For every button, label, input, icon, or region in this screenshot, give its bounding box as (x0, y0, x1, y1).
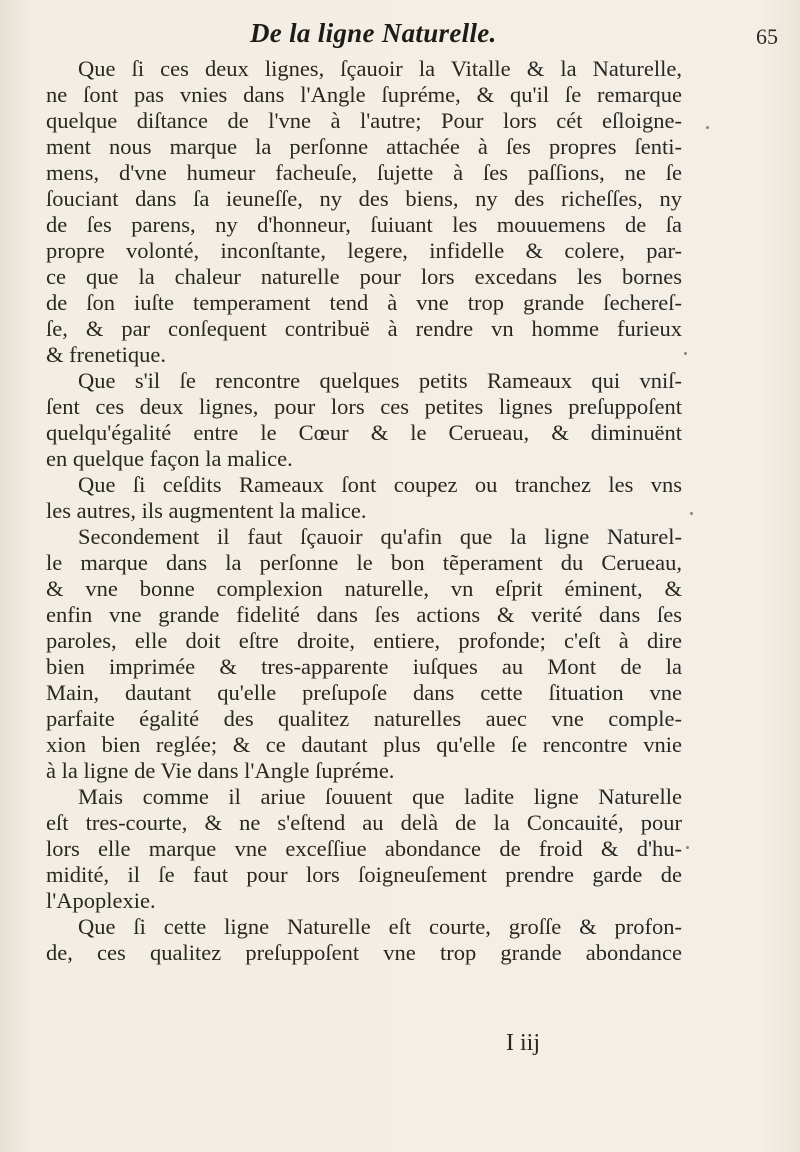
text-line: enfin vne grande fidelité dans ſes actions & verité dans ſes (46, 602, 682, 627)
body-text (46, 56, 682, 966)
text-line: Que s'il ſe rencontre quelques petits Rameaux qui vniſ- (78, 368, 682, 393)
page-number: 65 (756, 24, 778, 49)
text-line: ce que la chaleur naturelle pour lors excedans les bornes (46, 264, 682, 289)
text-line: à la ligne de Vie dans l'Angle ſupréme. (46, 758, 395, 783)
signature-mark: I iij (506, 1030, 540, 1056)
text-line: de, ces qualitez preſuppoſent vne trop grande abondance (46, 940, 682, 965)
text-line: ſent ces deux lignes, pour lors ces petites lignes preſuppoſent (46, 394, 682, 419)
text-line: & frenetique. (46, 342, 166, 367)
text-line: parfaite égalité des qualitez naturelles auec vne comple- (46, 706, 682, 731)
text-line: de ſon iuſte temperament tend à vne trop grande ſechereſ- (46, 290, 682, 315)
margin-speck (684, 352, 687, 355)
text-line: les autres, ils augmentent la malice. (46, 498, 367, 523)
text-line: Que ſi cette ligne Naturelle eſt courte, groſſe & profon- (78, 914, 682, 939)
text-line: ment nous marque la perſonne attachée à ſes propres ſenti- (46, 134, 682, 159)
text-line: bien imprimée & tres-apparente iuſques au Mont de la (46, 654, 682, 679)
text-line: quelqu'égalité entre le Cœur & le Cerueau, & diminuënt (46, 420, 682, 445)
text-line: Main, dautant qu'elle preſupoſe dans cette ſituation vne (46, 680, 682, 705)
text-line: Mais comme il ariue ſouuent que ladite ligne Naturelle (78, 784, 682, 809)
text-line: le marque dans la perſonne le bon tẽperament du Cerueau, (46, 550, 682, 575)
text-line: lors elle marque vne exceſſiue abondance de froid & d'hu- (46, 836, 682, 861)
text-line: ne ſont pas vnies dans l'Angle ſupréme, & qu'il ſe remarque (46, 82, 682, 107)
text-line: l'Apoplexie. (46, 888, 156, 913)
text-line: ſe, & par conſequent contribuë à rendre vn homme furieux (46, 316, 682, 341)
margin-speck (686, 846, 689, 849)
text-line: quelque diſtance de l'vne à l'autre; Pour lors cét eſloigne- (46, 108, 682, 133)
running-title: De la ligne Naturelle. (250, 18, 497, 48)
text-line: & vne bonne complexion naturelle, vn eſprit éminent, & (46, 576, 682, 601)
text-line: xion bien reglée; & ce dautant plus qu'elle ſe rencontre vnie (46, 732, 682, 757)
text-line: paroles, elle doit eſtre droite, entiere, profonde; c'eſt à dire (46, 628, 682, 653)
text-line: Secondement il faut ſçauoir qu'afin que la ligne Naturel- (78, 524, 682, 549)
text-line: de ſes parens, ny d'honneur, ſuiuant les mouuemens de ſa (46, 212, 682, 237)
text-line: propre volonté, inconſtante, legere, infidelle & colere, par- (46, 238, 682, 263)
text-line: mens, d'vne humeur facheuſe, ſujette à ſes paſſions, ne ſe (46, 160, 682, 185)
margin-speck (690, 512, 693, 515)
text-line: midité, il ſe faut pour lors ſoigneuſement prendre garde de (46, 862, 682, 887)
text-line: ſouciant dans ſa ieuneſſe, ny des biens, ny des richeſſes, ny (46, 186, 682, 211)
text-line: eſt tres-courte, & ne s'eſtend au delà de la Concauité, pour (46, 810, 682, 835)
text-line: Que ſi ceſdits Rameaux ſont coupez ou tranchez les vns (78, 472, 682, 497)
text-line: en quelque façon la malice. (46, 446, 293, 471)
text-line: Que ſi ces deux lignes, ſçauoir la Vitalle & la Naturelle, (78, 56, 682, 81)
margin-speck (706, 126, 709, 129)
page-header (0, 14, 800, 54)
